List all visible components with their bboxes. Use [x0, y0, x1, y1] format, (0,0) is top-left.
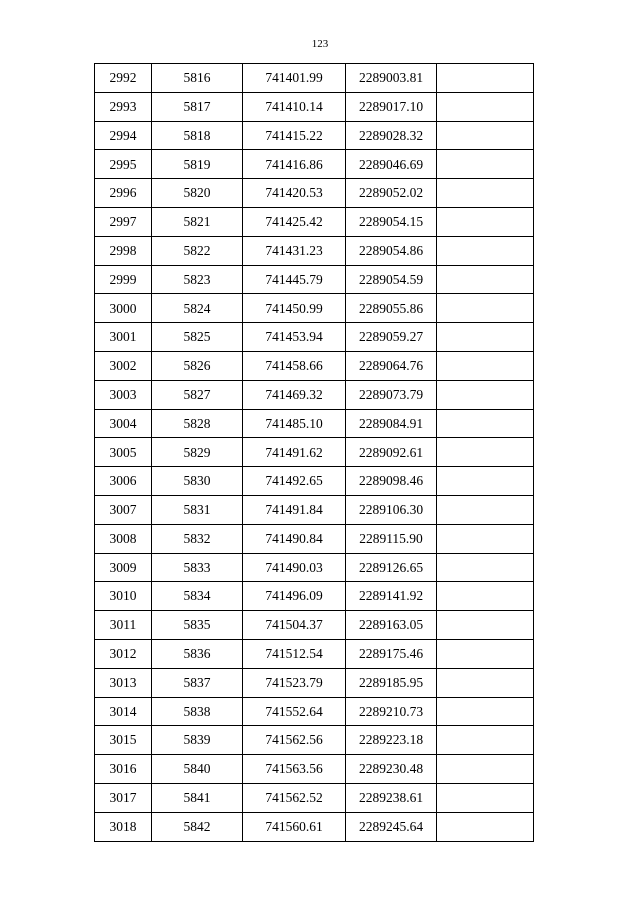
- cell-note: [437, 697, 534, 726]
- cell-point-id: 5823: [152, 265, 243, 294]
- cell-point-id: 5842: [152, 812, 243, 841]
- table-row: [95, 380, 534, 409]
- cell-row-index: 3002: [95, 351, 152, 380]
- page-number: 123: [311, 38, 329, 50]
- cell-row-index: 3014: [95, 697, 152, 726]
- cell-note: [437, 553, 534, 582]
- cell-x-coordinate: 741491.84: [243, 495, 346, 524]
- cell-x-coordinate: 741416.86: [243, 150, 346, 179]
- cell-x-coordinate: 741496.09: [243, 582, 346, 611]
- table-row: [95, 323, 534, 352]
- cell-x-coordinate: 741453.94: [243, 323, 346, 352]
- cell-point-id: 5822: [152, 236, 243, 265]
- cell-x-coordinate: 741490.03: [243, 553, 346, 582]
- cell-point-id: 5836: [152, 639, 243, 668]
- table-row: [95, 783, 534, 812]
- cell-note: [437, 121, 534, 150]
- cell-y-coordinate: 2289028.32: [346, 121, 437, 150]
- cell-point-id: 5826: [152, 351, 243, 380]
- coordinates-table-body: [95, 64, 534, 842]
- cell-x-coordinate: 741485.10: [243, 409, 346, 438]
- cell-y-coordinate: 2289115.90: [346, 524, 437, 553]
- cell-y-coordinate: 2289175.46: [346, 639, 437, 668]
- cell-row-index: 3010: [95, 582, 152, 611]
- cell-note: [437, 467, 534, 496]
- cell-y-coordinate: 2289084.91: [346, 409, 437, 438]
- cell-row-index: 3000: [95, 294, 152, 323]
- table-row: [95, 812, 534, 841]
- table-row: [95, 697, 534, 726]
- cell-row-index: 3007: [95, 495, 152, 524]
- cell-point-id: 5818: [152, 121, 243, 150]
- cell-y-coordinate: 2289092.61: [346, 438, 437, 467]
- cell-x-coordinate: 741431.23: [243, 236, 346, 265]
- cell-x-coordinate: 741425.42: [243, 207, 346, 236]
- cell-y-coordinate: 2289106.30: [346, 495, 437, 524]
- cell-x-coordinate: 741512.54: [243, 639, 346, 668]
- cell-point-id: 5824: [152, 294, 243, 323]
- cell-y-coordinate: 2289238.61: [346, 783, 437, 812]
- cell-row-index: 3015: [95, 726, 152, 755]
- cell-note: [437, 783, 534, 812]
- cell-y-coordinate: 2289054.15: [346, 207, 437, 236]
- cell-y-coordinate: 2289017.10: [346, 92, 437, 121]
- table-row: [95, 150, 534, 179]
- cell-x-coordinate: 741563.56: [243, 755, 346, 784]
- cell-point-id: 5827: [152, 380, 243, 409]
- table-row: [95, 409, 534, 438]
- cell-point-id: 5837: [152, 668, 243, 697]
- cell-row-index: 3016: [95, 755, 152, 784]
- cell-note: [437, 639, 534, 668]
- cell-row-index: 3013: [95, 668, 152, 697]
- cell-note: [437, 668, 534, 697]
- table-row: [95, 582, 534, 611]
- cell-x-coordinate: 741458.66: [243, 351, 346, 380]
- cell-note: [437, 438, 534, 467]
- cell-x-coordinate: 741562.52: [243, 783, 346, 812]
- cell-point-id: 5816: [152, 64, 243, 93]
- cell-point-id: 5830: [152, 467, 243, 496]
- cell-row-index: 2995: [95, 150, 152, 179]
- cell-x-coordinate: 741415.22: [243, 121, 346, 150]
- cell-note: [437, 755, 534, 784]
- table-row: [95, 92, 534, 121]
- table-row: [95, 236, 534, 265]
- table-row: [95, 294, 534, 323]
- cell-y-coordinate: 2289230.48: [346, 755, 437, 784]
- coordinates-table: [94, 63, 534, 842]
- table-row: [95, 553, 534, 582]
- table-row: [95, 438, 534, 467]
- cell-point-id: 5834: [152, 582, 243, 611]
- cell-y-coordinate: 2289003.81: [346, 64, 437, 93]
- cell-x-coordinate: 741552.64: [243, 697, 346, 726]
- cell-point-id: 5839: [152, 726, 243, 755]
- cell-note: [437, 179, 534, 208]
- cell-note: [437, 207, 534, 236]
- cell-note: [437, 495, 534, 524]
- cell-row-index: 3012: [95, 639, 152, 668]
- cell-y-coordinate: 2289064.76: [346, 351, 437, 380]
- cell-x-coordinate: 741560.61: [243, 812, 346, 841]
- cell-x-coordinate: 741491.62: [243, 438, 346, 467]
- cell-note: [437, 150, 534, 179]
- cell-y-coordinate: 2289185.95: [346, 668, 437, 697]
- cell-row-index: 2999: [95, 265, 152, 294]
- table-row: [95, 179, 534, 208]
- cell-y-coordinate: 2289054.86: [346, 236, 437, 265]
- cell-point-id: 5825: [152, 323, 243, 352]
- cell-row-index: 2997: [95, 207, 152, 236]
- cell-x-coordinate: 741490.84: [243, 524, 346, 553]
- cell-row-index: 3006: [95, 467, 152, 496]
- cell-y-coordinate: 2289223.18: [346, 726, 437, 755]
- cell-point-id: 5819: [152, 150, 243, 179]
- cell-point-id: 5840: [152, 755, 243, 784]
- cell-y-coordinate: 2289059.27: [346, 323, 437, 352]
- cell-row-index: 2994: [95, 121, 152, 150]
- cell-note: [437, 380, 534, 409]
- cell-row-index: 3017: [95, 783, 152, 812]
- cell-x-coordinate: 741410.14: [243, 92, 346, 121]
- cell-y-coordinate: 2289098.46: [346, 467, 437, 496]
- cell-note: [437, 351, 534, 380]
- cell-note: [437, 726, 534, 755]
- table-row: [95, 351, 534, 380]
- cell-x-coordinate: 741523.79: [243, 668, 346, 697]
- cell-point-id: 5832: [152, 524, 243, 553]
- cell-row-index: 3008: [95, 524, 152, 553]
- cell-note: [437, 524, 534, 553]
- table-row: [95, 611, 534, 640]
- cell-point-id: 5835: [152, 611, 243, 640]
- cell-row-index: 2993: [95, 92, 152, 121]
- cell-note: [437, 64, 534, 93]
- cell-row-index: 3001: [95, 323, 152, 352]
- cell-point-id: 5817: [152, 92, 243, 121]
- cell-point-id: 5841: [152, 783, 243, 812]
- cell-y-coordinate: 2289141.92: [346, 582, 437, 611]
- cell-x-coordinate: 741445.79: [243, 265, 346, 294]
- cell-note: [437, 812, 534, 841]
- cell-row-index: 3003: [95, 380, 152, 409]
- cell-note: [437, 265, 534, 294]
- cell-y-coordinate: 2289245.64: [346, 812, 437, 841]
- table-row: [95, 467, 534, 496]
- cell-x-coordinate: 741504.37: [243, 611, 346, 640]
- cell-point-id: 5838: [152, 697, 243, 726]
- cell-row-index: 3005: [95, 438, 152, 467]
- cell-point-id: 5828: [152, 409, 243, 438]
- table-row: [95, 265, 534, 294]
- table-row: [95, 524, 534, 553]
- table-row: [95, 64, 534, 93]
- cell-y-coordinate: 2289055.86: [346, 294, 437, 323]
- table-row: [95, 121, 534, 150]
- table-row: [95, 726, 534, 755]
- table-row: [95, 755, 534, 784]
- cell-x-coordinate: 741450.99: [243, 294, 346, 323]
- cell-point-id: 5833: [152, 553, 243, 582]
- cell-x-coordinate: 741420.53: [243, 179, 346, 208]
- cell-y-coordinate: 2289210.73: [346, 697, 437, 726]
- cell-x-coordinate: 741562.56: [243, 726, 346, 755]
- cell-y-coordinate: 2289163.05: [346, 611, 437, 640]
- cell-y-coordinate: 2289126.65: [346, 553, 437, 582]
- table-row: [95, 668, 534, 697]
- cell-y-coordinate: 2289046.69: [346, 150, 437, 179]
- cell-note: [437, 236, 534, 265]
- cell-x-coordinate: 741492.65: [243, 467, 346, 496]
- cell-note: [437, 582, 534, 611]
- cell-row-index: 2992: [95, 64, 152, 93]
- cell-note: [437, 409, 534, 438]
- table-row: [95, 495, 534, 524]
- cell-note: [437, 611, 534, 640]
- cell-row-index: 3018: [95, 812, 152, 841]
- cell-row-index: 3009: [95, 553, 152, 582]
- table-row: [95, 639, 534, 668]
- cell-x-coordinate: 741401.99: [243, 64, 346, 93]
- cell-x-coordinate: 741469.32: [243, 380, 346, 409]
- cell-y-coordinate: 2289073.79: [346, 380, 437, 409]
- cell-note: [437, 294, 534, 323]
- cell-row-index: 3011: [95, 611, 152, 640]
- cell-point-id: 5829: [152, 438, 243, 467]
- cell-point-id: 5820: [152, 179, 243, 208]
- cell-y-coordinate: 2289054.59: [346, 265, 437, 294]
- cell-row-index: 3004: [95, 409, 152, 438]
- cell-note: [437, 323, 534, 352]
- cell-point-id: 5831: [152, 495, 243, 524]
- cell-y-coordinate: 2289052.02: [346, 179, 437, 208]
- table-row: [95, 207, 534, 236]
- cell-note: [437, 92, 534, 121]
- cell-row-index: 2996: [95, 179, 152, 208]
- cell-point-id: 5821: [152, 207, 243, 236]
- cell-row-index: 2998: [95, 236, 152, 265]
